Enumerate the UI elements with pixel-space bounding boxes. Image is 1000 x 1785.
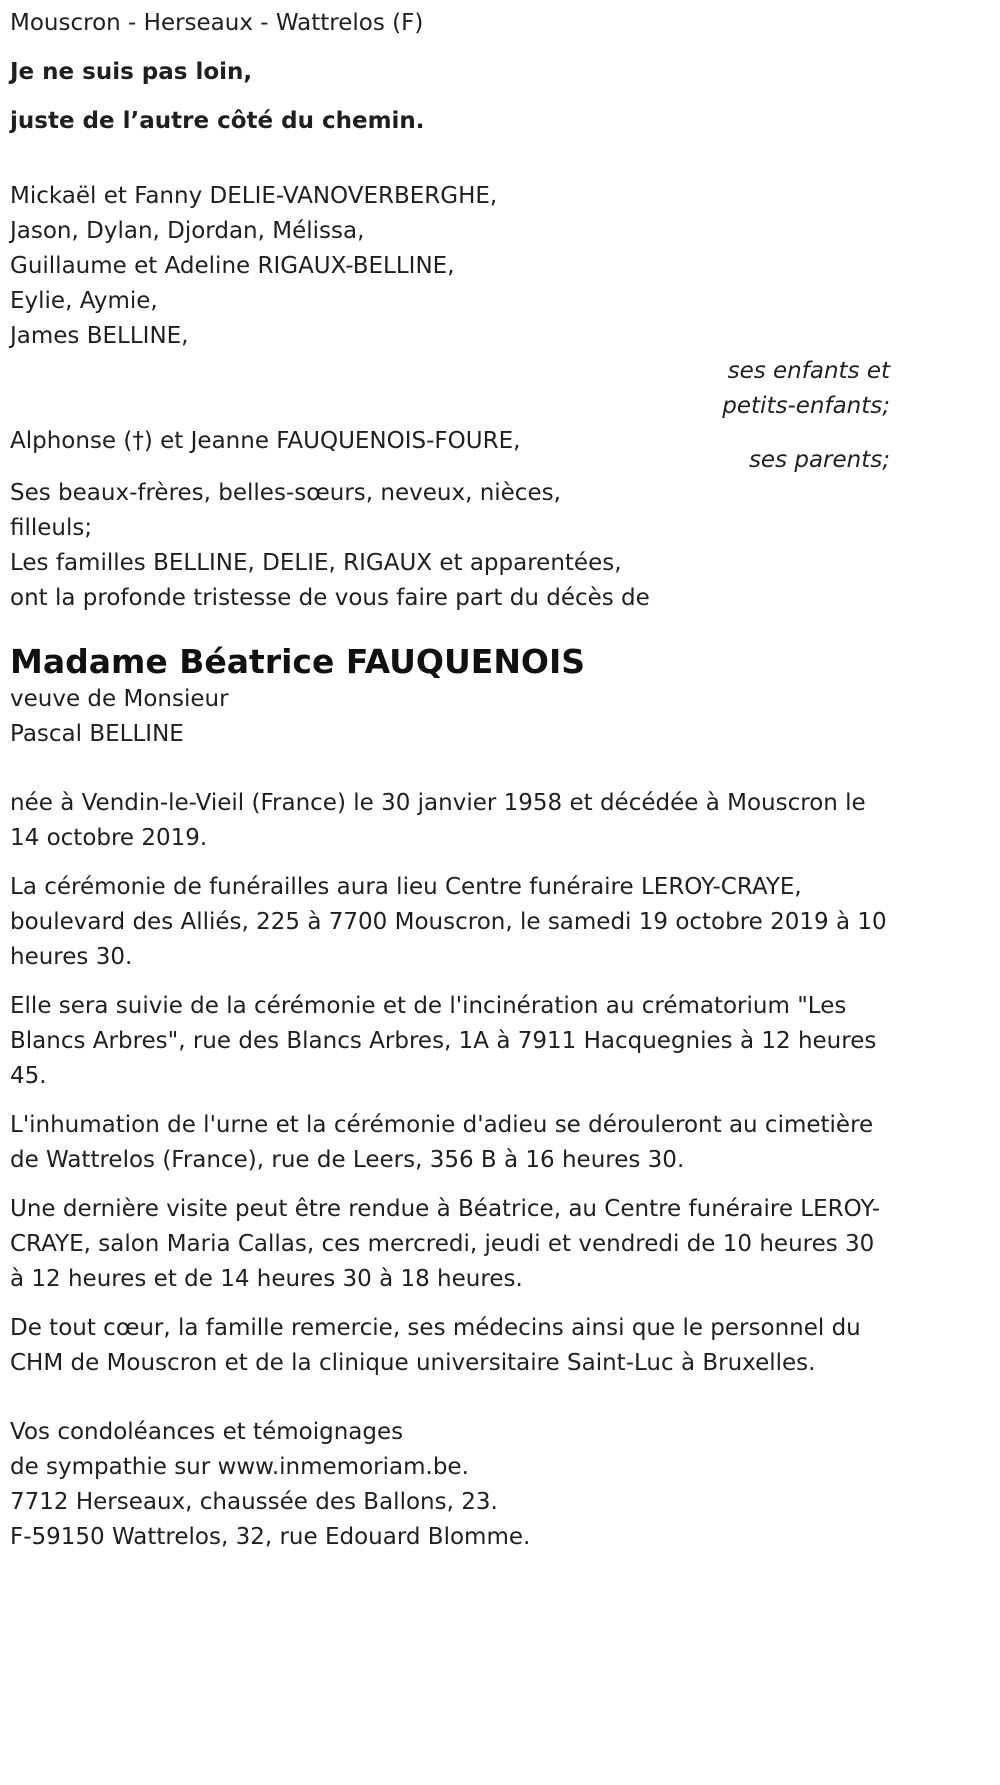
obituary-notice bbox=[10, 6, 890, 1555]
contact-line: Vos condoléances et témoignages bbox=[10, 1419, 404, 1445]
visit-paragraph: Une dernière visite peut être rendue à Béatrice, au Centre funéraire LEROY-CRAYE, salon Maria Callas, ces mercredi, jeudi et vendredi de 10 heures 30 à 12 heures et de 14 heures 30 à 18 heures. bbox=[10, 1196, 881, 1292]
cremation-paragraph: Elle sera suivie de la cérémonie et de l'incinération au crématorium "Les Blancs Arbres", rue des Blancs Arbres, 1A à 7911 Hacquegnies à 12 heures 45. bbox=[10, 993, 877, 1089]
contact-line: F-59150 Wattrelos, 32, rue Edouard Blomme. bbox=[10, 1524, 531, 1550]
parents-row bbox=[10, 424, 890, 474]
parents-role: ses parents; bbox=[748, 447, 890, 473]
other-relatives bbox=[10, 476, 890, 616]
parents-names: Alphonse (†) et Jeanne FAUQUENOIS-FOURE, bbox=[10, 428, 521, 454]
deceased-name: Madame Béatrice FAUQUENOIS bbox=[10, 642, 586, 681]
relatives-line: Ses beaux-frères, belles-sœurs, neveux, nièces, bbox=[10, 480, 561, 506]
relatives-line: filleuls; bbox=[10, 515, 93, 541]
widow-line: veuve de Monsieur bbox=[10, 686, 229, 712]
children-role-line: petits-enfants; bbox=[722, 393, 890, 419]
children-line: James BELLINE, bbox=[10, 323, 189, 349]
children-list bbox=[10, 179, 890, 354]
children-role bbox=[10, 354, 890, 424]
relatives-line: Les familles BELLINE, DELIE, RIGAUX et apparentées, bbox=[10, 550, 622, 576]
children-line: Eylie, Aymie, bbox=[10, 288, 158, 314]
funeral-paragraph: La cérémonie de funérailles aura lieu Centre funéraire LEROY-CRAYE, boulevard des Alliés, 225 à 7700 Mouscron, le samedi 19 octobre 2019 à 10 heures 30. bbox=[10, 874, 887, 970]
relatives-line: ont la profonde tristesse de vous faire part du décès de bbox=[10, 585, 650, 611]
children-role-line: ses enfants et bbox=[727, 358, 890, 384]
contact-block bbox=[10, 1415, 890, 1555]
widow-line: Pascal BELLINE bbox=[10, 721, 184, 747]
contact-line: 7712 Herseaux, chaussée des Ballons, 23. bbox=[10, 1489, 498, 1515]
epigraph-line-1: Je ne suis pas loin, bbox=[10, 59, 253, 85]
children-line: Guillaume et Adeline RIGAUX-BELLINE, bbox=[10, 253, 455, 279]
birth-death-paragraph: née à Vendin-le-Vieil (France) le 30 janvier 1958 et décédée à Mouscron le 14 octobre 2019. bbox=[10, 790, 866, 851]
epigraph-line-2: juste de l’autre côté du chemin. bbox=[10, 108, 425, 134]
children-line: Mickaël et Fanny DELIE-VANOVERBERGHE, bbox=[10, 183, 498, 209]
thanks-paragraph: De tout cœur, la famille remercie, ses médecins ainsi que le personnel du CHM de Mouscron et de la clinique universitaire Saint-Luc à Bruxelles. bbox=[10, 1315, 861, 1376]
inhumation-paragraph: L'inhumation de l'urne et la cérémonie d'adieu se dérouleront au cimetière de Wattrelos (France), rue de Leers, 356 B à 16 heures 30. bbox=[10, 1112, 874, 1173]
contact-line: de sympathie sur www.inmemoriam.be. bbox=[10, 1454, 469, 1480]
widow-of bbox=[10, 682, 890, 752]
location-header: Mouscron - Herseaux - Wattrelos (F) bbox=[10, 10, 424, 36]
children-line: Jason, Dylan, Djordan, Mélissa, bbox=[10, 218, 365, 244]
